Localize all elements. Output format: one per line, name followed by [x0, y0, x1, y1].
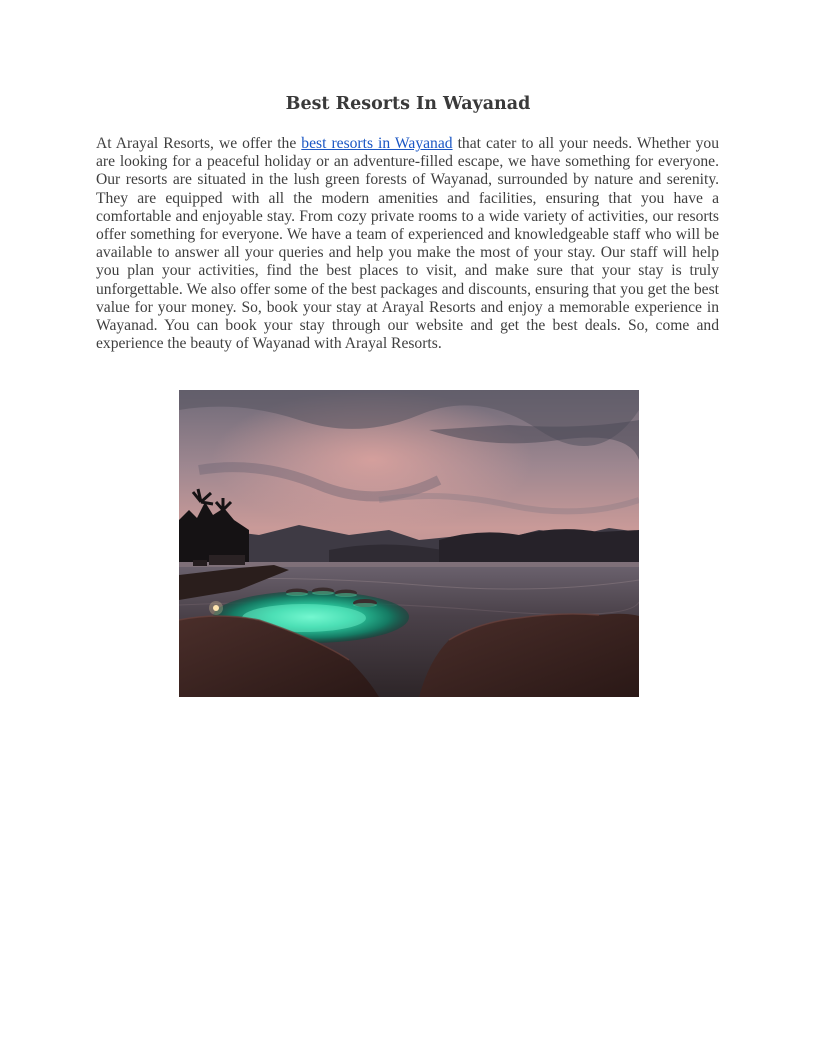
- page-title: Best Resorts In Wayanad: [285, 94, 531, 114]
- paragraph-body-text: that cater to all your needs. Whether you are looking for a peaceful holiday or an adventure-filled escape, we have something for everyone. Our resorts are situated in the lush green forests of Wayanad, surrounded by nature and serenity. They are equipped with all the modern amenities and facilities, ensuring that you have a comfortable and enjoyable stay. From cozy private rooms to a wide variety of activities, our resorts offer something for everyone. We have a team of experienced and knowledgeable staff who will be available to answer all your queries and help you make the most of your stay. Our staff will help you plan your activities, find the best places to visit, and make sure that your stay is truly unforgettable. We also offer some of the best packages and discounts, ensuring that you get the best value for your money. So, book your stay at Arayal Resorts and enjoy a memorable experience in Wayanad. You can book your stay through our website and get the best deals. So, come and experience the beauty of Wayanad with Arayal Resorts.: [96, 135, 719, 353]
- paragraph-intro-text: At Arayal Resorts, we offer the: [96, 135, 302, 152]
- best-resorts-link[interactable]: best resorts in Wayanad: [301, 135, 453, 152]
- resort-infinity-pool-photo: [179, 390, 639, 697]
- body-paragraph: [96, 135, 719, 353]
